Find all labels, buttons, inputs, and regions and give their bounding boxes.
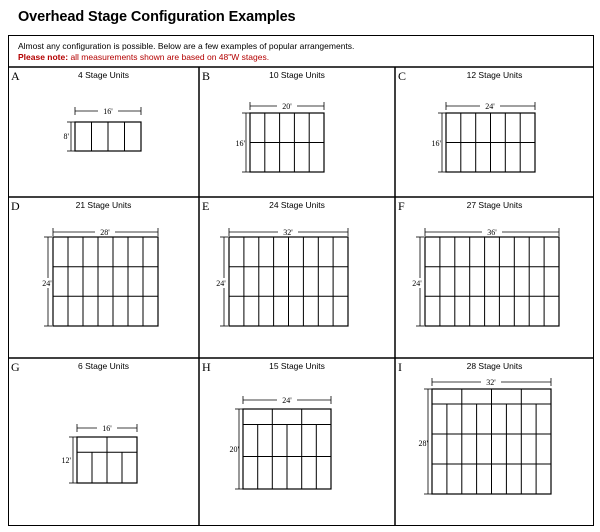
width-label: 24' <box>282 396 292 405</box>
height-label: 16' <box>431 139 441 148</box>
height-label: 20' <box>229 445 239 454</box>
panel-letter: C <box>398 69 407 83</box>
panel-title: 15 Stage Units <box>269 361 325 371</box>
width-label: 20' <box>282 102 292 111</box>
config-panel-e <box>199 197 395 358</box>
config-panel-f <box>395 197 594 358</box>
panel-title: 4 Stage Units <box>77 70 130 80</box>
width-label: 32' <box>486 378 496 387</box>
panel-title: 12 Stage Units <box>466 70 523 80</box>
panel-title: 24 Stage Units <box>269 200 325 210</box>
panel-letter: D <box>11 199 20 213</box>
height-label: 12' <box>61 456 71 465</box>
stage-diagram-c <box>395 67 594 197</box>
stage-diagram-g <box>8 358 199 526</box>
width-label: 16' <box>102 424 112 433</box>
stage-diagram-h <box>199 358 395 526</box>
config-panel-i <box>395 358 594 526</box>
height-label: 16' <box>235 139 245 148</box>
stage-diagram-i <box>395 358 594 526</box>
width-label: 28' <box>100 228 110 237</box>
height-label: 24' <box>412 279 422 288</box>
intro-text: Almost any configuration is possible. Below are a few examples of popular arrangements. <box>18 41 355 51</box>
height-label: 24' <box>42 279 52 288</box>
panel-letter: G <box>11 360 20 374</box>
panel-letter: H <box>202 360 211 374</box>
panel-title: 27 Stage Units <box>466 200 523 210</box>
panel-letter: E <box>202 199 210 213</box>
config-panel-b <box>199 67 395 197</box>
width-label: 24' <box>485 102 495 111</box>
note-body: all measurements shown are based on 48"W stages. <box>68 52 270 62</box>
stage-diagram-d <box>8 197 199 358</box>
panel-letter: B <box>202 69 211 83</box>
config-panel-h <box>199 358 395 526</box>
stage-diagram-a <box>8 67 199 197</box>
stage-diagram-e <box>199 197 395 358</box>
width-label: 36' <box>487 228 497 237</box>
note-label: Please note: <box>18 52 69 62</box>
config-panel-g <box>8 358 199 526</box>
height-label: 24' <box>216 279 226 288</box>
config-panel-a <box>8 67 199 197</box>
height-label: 8' <box>63 132 69 141</box>
width-label: 16' <box>103 107 113 116</box>
stage-diagram-b <box>199 67 395 197</box>
panel-letter: A <box>11 69 20 83</box>
config-panel-c <box>395 67 594 197</box>
panel-letter: F <box>398 199 405 213</box>
panel-title: 6 Stage Units <box>77 361 130 371</box>
panel-title: 28 Stage Units <box>466 361 523 371</box>
panel-title: 10 Stage Units <box>269 70 325 80</box>
config-panel-d <box>8 197 199 358</box>
height-label: 28' <box>418 439 428 448</box>
panel-letter: I <box>398 360 402 374</box>
stage-diagram-f <box>395 197 594 358</box>
page-title: Overhead Stage Configuration Examples <box>18 9 296 25</box>
panel-title: 21 Stage Units <box>75 200 132 210</box>
width-label: 32' <box>283 228 293 237</box>
